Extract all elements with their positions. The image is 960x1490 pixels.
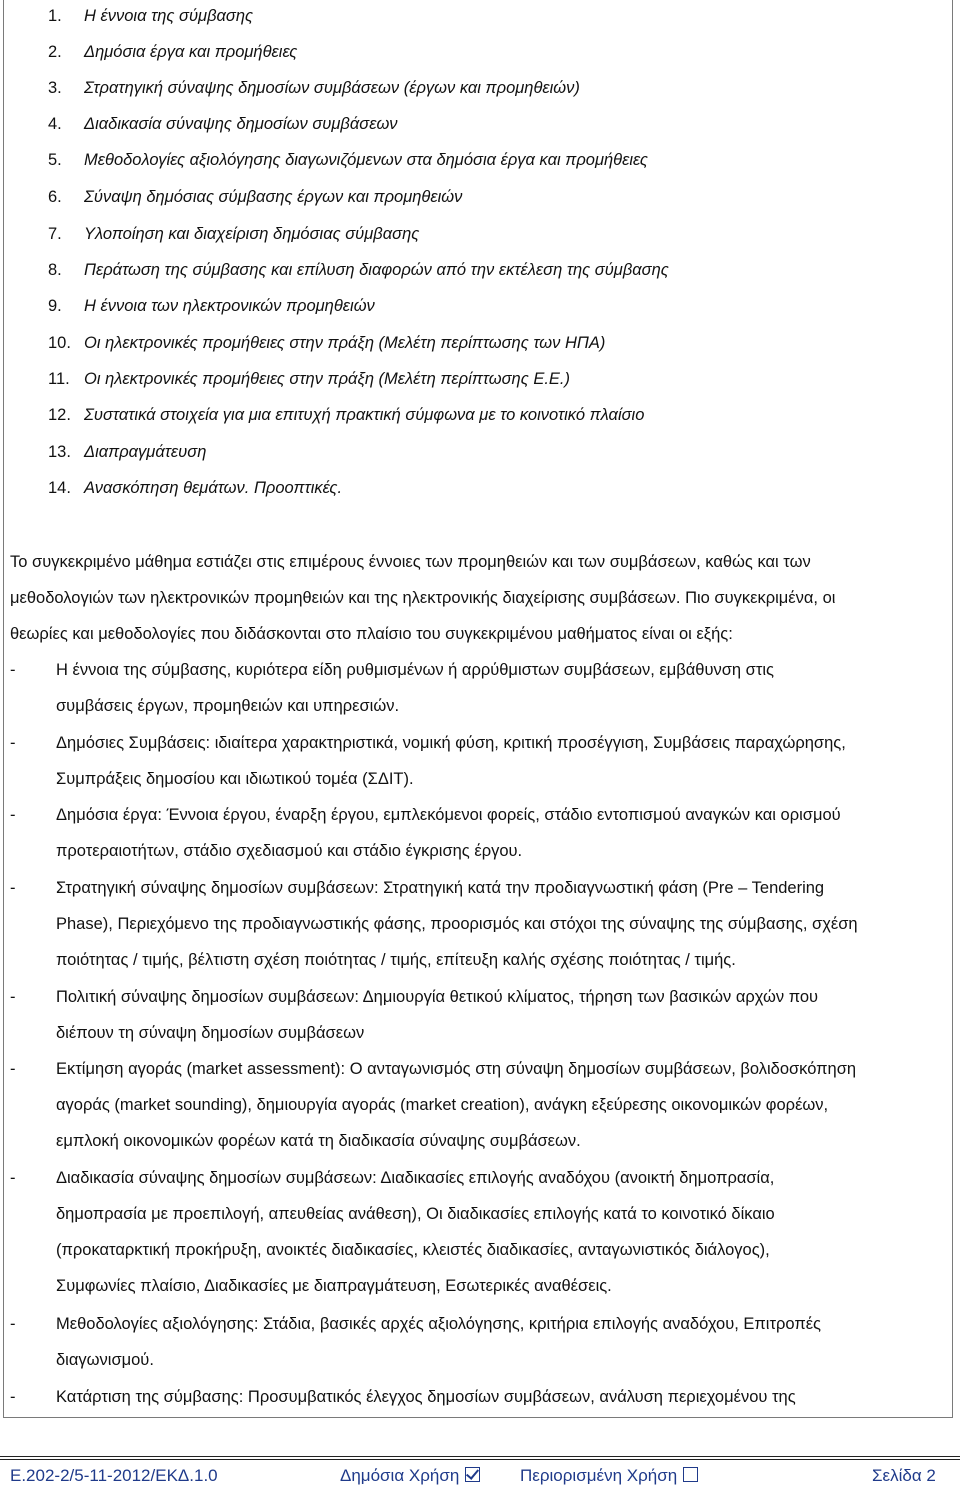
- bullet-dash: -: [10, 806, 16, 824]
- bullet-line: δημοπρασία με προεπιλογή, απευθείας ανάθεση), Οι διαδικασίες επιλογής κατά το κοινοτικό δίκαιο: [56, 1205, 775, 1223]
- bullet-line: διέπουν τη σύναψη δημοσίων συμβάσεων: [56, 1024, 365, 1042]
- bullet-line: συμβάσεις έργων, προμηθειών και υπηρεσιών.: [56, 697, 400, 715]
- bullet-label: Δημόσιες Συμβάσεις:: [56, 734, 211, 752]
- footer-divider: [0, 1456, 960, 1460]
- bullet-dash: -: [10, 661, 16, 679]
- bullet-line: Συμπράξεις δημοσίου και ιδιωτικού τομέα (ΣΔΙΤ).: [56, 770, 414, 788]
- bullet-contract-concept: [10, 652, 950, 724]
- bullet-award-procedure: [10, 1160, 950, 1304]
- bullet-line: [10, 1379, 950, 1415]
- bullet-dash: -: [10, 1388, 16, 1406]
- bullet-text: Ο ανταγωνισμός στη σύναψη δημοσίων συμβάσεων, βολιδοσκόπηση: [345, 1060, 857, 1078]
- bullet-label: Στρατηγική σύναψης δημοσίων συμβάσεων:: [56, 879, 379, 897]
- footer-page-number: Σελίδα 2: [872, 1466, 936, 1485]
- checked-box-icon: [465, 1467, 480, 1482]
- intro-line: θεωρίες και μεθοδολογίες που διδάσκονται στο πλαίσιο του συγκεκριμένου μαθήματος είναι οι εξής:: [10, 625, 733, 643]
- topic-number: 1.: [48, 7, 62, 25]
- topic-number: 3.: [48, 79, 62, 97]
- bullet-line: ποιότητας / τιμής, βέλτιστη σχέση ποιότητας / τιμής, επίτευξη καλής σχέσης ποιότητας / τιμής.: [56, 951, 736, 969]
- bullet-label: Πολιτική σύναψης δημοσίων συμβάσεων:: [56, 988, 359, 1006]
- topic-number: 5.: [48, 151, 62, 169]
- restricted-use-label: Περιορισμένη Χρήση: [520, 1466, 678, 1485]
- topic-number: 7.: [48, 225, 62, 243]
- footer-restricted-use: [520, 1466, 698, 1490]
- bullet-text: Στάδια, βασικές αρχές αξιολόγησης, κριτήρια επιλογής αναδόχου, Επιτροπές: [258, 1315, 822, 1333]
- unchecked-box-icon: [683, 1467, 698, 1482]
- bullet-public-works: [10, 797, 950, 869]
- bullet-line: Συμφωνίες πλαίσιο, Διαδικασίες με διαπραγμάτευση, Εσωτερικές αναθέσεις.: [56, 1277, 612, 1295]
- bullet-text: Διαδικασίες επιλογής αναδόχου (ανοικτή δημοπρασία,: [376, 1169, 775, 1187]
- bullet-line: Phase), Περιεχόμενο της προδιαγνωστικής φάσης, προορισμός και στόχοι της σύναψης της σύμβασης, σχέση: [56, 915, 858, 933]
- topic-number: 10.: [48, 334, 71, 352]
- topic-number: 8.: [48, 261, 62, 279]
- intro-line: μεθοδολογιών των ηλεκτρονικών προμηθειών και της ηλεκτρονικής διαχείρισης συμβάσεων. Πιο συγκεκριμένα, οι: [10, 589, 836, 607]
- topic-text: Διαδικασία σύναψης δημοσίων συμβάσεων: [84, 115, 398, 133]
- bullet-line: προτεραιοτήτων, στάδιο σχεδιασμού και στάδιο έγκρισης έργου.: [56, 842, 523, 860]
- bullet-line: [10, 1051, 950, 1087]
- bullet-dash: -: [10, 988, 16, 1006]
- topic-number: 6.: [48, 188, 62, 206]
- intro-paragraph: [10, 544, 945, 652]
- topic-number: 12.: [48, 406, 71, 424]
- bullet-line: [10, 725, 950, 761]
- bullet-dash: -: [10, 1060, 16, 1078]
- bullet-line: εμπλοκή οικονομικών φορέων κατά τη διαδικασία σύναψης συμβάσεων.: [56, 1132, 581, 1150]
- topic-text: Σύναψη δημόσιας σύμβασης έργων και προμηθειών: [84, 188, 463, 206]
- bullet-market-assessment: [10, 1051, 950, 1159]
- bullet-line: [10, 979, 950, 1015]
- bullet-contract-drafting: [10, 1379, 950, 1415]
- topic-number: 9.: [48, 297, 62, 315]
- topic-number: 4.: [48, 115, 62, 133]
- topic-text: Η έννοια της σύμβασης: [84, 7, 254, 25]
- bullet-label: Μεθοδολογίες αξιολόγησης:: [56, 1315, 259, 1333]
- intro-line: Το συγκεκριμένο μάθημα εστιάζει στις επιμέρους έννοιες των προμηθειών και των συμβάσεων, καθώς και των: [10, 553, 811, 571]
- bullet-contract-strategy: [10, 870, 950, 978]
- footer-public-use: [340, 1466, 480, 1490]
- bullet-line: Η έννοια της σύμβασης, κυριότερα είδη ρυθμισμένων ή αρρύθμιστων συμβάσεων, εμβάθυνση στις: [56, 661, 774, 679]
- bullet-text: Δημιουργία θετικού κλίματος, τήρηση των βασικών αρχών που: [358, 988, 819, 1006]
- bullet-label: Δημόσια έργα:: [56, 806, 162, 824]
- topic-text: Περάτωση της σύμβασης και επίλυση διαφορών από την εκτέλεση της σύμβασης: [84, 261, 669, 279]
- bullet-line: [10, 797, 950, 833]
- bullet-line: [10, 1160, 950, 1196]
- topic-text: Οι ηλεκτρονικές προμήθειες στην πράξη (Μελέτη περίπτωσης των ΗΠΑ): [84, 334, 606, 352]
- topic-text: Ανασκόπηση θεμάτων. Προοπτικές.: [84, 479, 343, 497]
- bullet-line: [10, 1306, 950, 1342]
- bullet-dash: -: [10, 1315, 16, 1333]
- footer-doc-code: Ε.202-2/5-11-2012/ΕΚΔ.1.0: [10, 1466, 218, 1485]
- bullet-line: [10, 870, 950, 906]
- bullet-evaluation-methods: [10, 1306, 950, 1378]
- bullet-dash: -: [10, 1169, 16, 1187]
- topic-text: Μεθοδολογίες αξιολόγησης διαγωνιζόμενων στα δημόσια έργα και προμήθειες: [84, 151, 648, 169]
- public-use-label: Δημόσια Χρήση: [340, 1466, 460, 1485]
- bullet-label: Διαδικασία σύναψης δημοσίων συμβάσεων:: [56, 1169, 377, 1187]
- bullet-line: διαγωνισμού.: [56, 1351, 154, 1369]
- topic-text: Συστατικά στοιχεία για μια επιτυχή πρακτική σύμφωνα με το κοινοτικό πλαίσιο: [84, 406, 645, 424]
- topic-text: Διαπραγμάτευση: [84, 443, 207, 461]
- bullet-dash: -: [10, 879, 16, 897]
- topic-text: Δημόσια έργα και προμήθειες: [84, 43, 298, 61]
- topic-number: 2.: [48, 43, 62, 61]
- topic-text: Υλοποίηση και διαχείριση δημόσιας σύμβασης: [84, 225, 420, 243]
- bullet-text: Έννοια έργου, έναρξη έργου, εμπλεκόμενοι φορείς, στάδιο εντοπισμού αναγκών και ορισμού: [161, 806, 841, 824]
- bullet-text: Προσυμβατικός έλεγχος δημοσίων συμβάσεων, ανάλυση περιεχομένου της: [243, 1388, 796, 1406]
- bullet-contract-policy: [10, 979, 950, 1051]
- bullet-label: Κατάρτιση της σύμβασης:: [56, 1388, 244, 1406]
- bullet-text: Στρατηγική κατά την προδιαγνωστική φάση (Pre – Tendering: [378, 879, 825, 897]
- topic-number: 14.: [48, 479, 71, 497]
- topic-text: Στρατηγική σύναψης δημοσίων συμβάσεων (έργων και προμηθειών): [84, 79, 580, 97]
- topic-text: Η έννοια των ηλεκτρονικών προμηθειών: [84, 297, 375, 315]
- topic-text: Οι ηλεκτρονικές προμήθειες στην πράξη (Μελέτη περίπτωσης Ε.Ε.): [84, 370, 570, 388]
- bullet-dash: -: [10, 734, 16, 752]
- bullet-text: ιδιαίτερα χαρακτηριστικά, νομική φύση, κριτική προσέγγιση, Συμβάσεις παραχώρησης,: [210, 734, 846, 752]
- topic-number: 11.: [48, 370, 70, 388]
- bullet-line: (προκαταρκτική προκήρυξη, ανοικτές διαδικασίες, κλειστές διαδικασίες, ανταγωνιστικός διάλογος),: [56, 1241, 770, 1259]
- bullet-label: Εκτίμηση αγοράς (market assessment):: [56, 1060, 346, 1078]
- bullet-public-contracts: [10, 725, 950, 797]
- topic-number: 13.: [48, 443, 71, 461]
- bullet-line: αγοράς (market sounding), δημιουργία αγοράς (market creation), ανάγκη εξεύρεσης οικονομικών φορέων,: [56, 1096, 829, 1114]
